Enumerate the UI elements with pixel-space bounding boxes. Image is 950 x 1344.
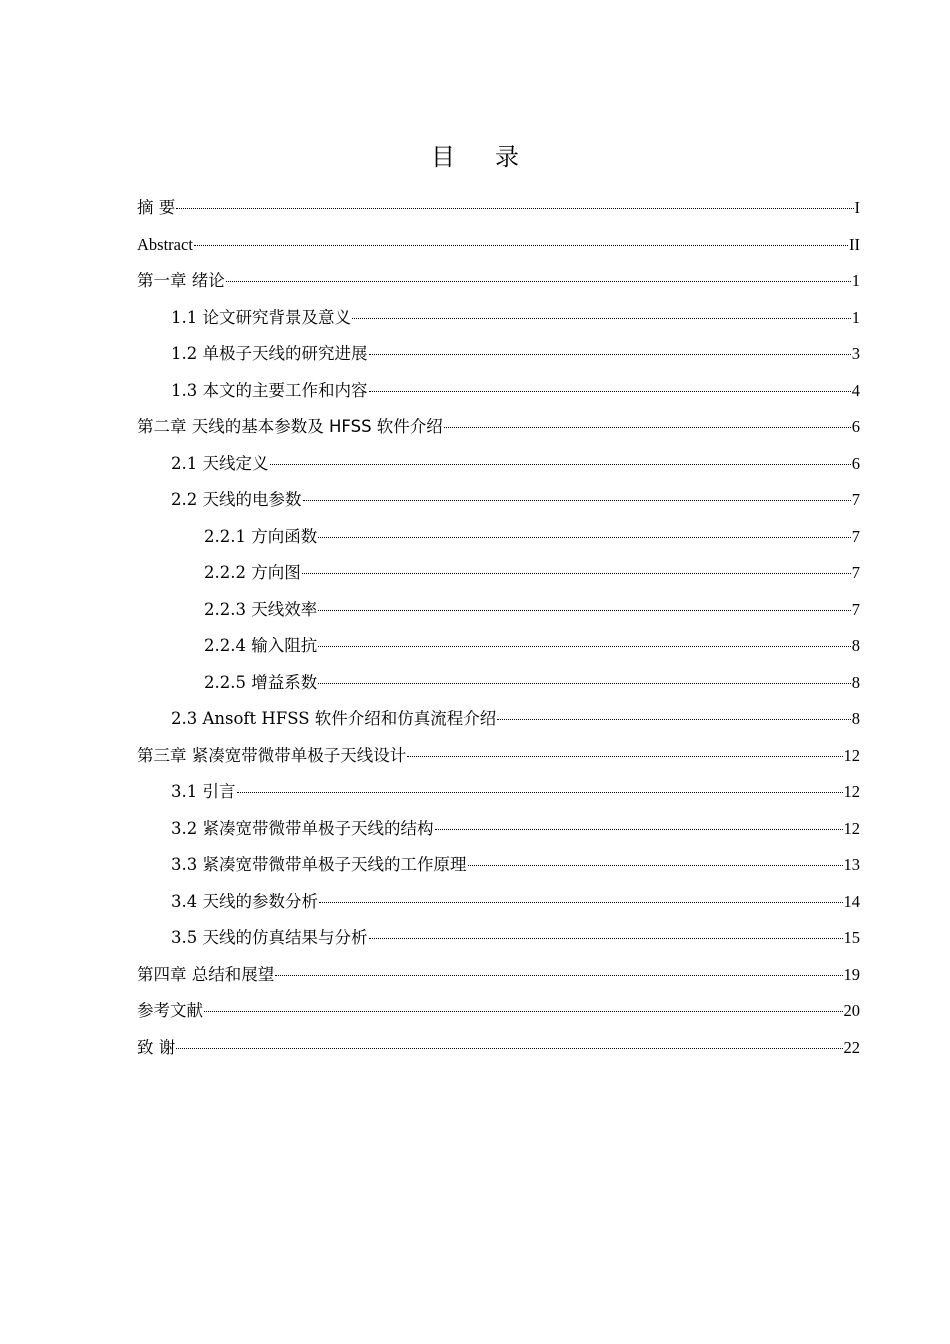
toc-dot-leader bbox=[369, 937, 843, 939]
toc-entry[interactable] bbox=[137, 814, 860, 851]
toc-dot-leader bbox=[275, 974, 842, 976]
toc-entry[interactable] bbox=[137, 376, 860, 413]
toc-entry[interactable] bbox=[137, 850, 860, 887]
toc-entry[interactable] bbox=[137, 741, 860, 778]
toc-entry-text: 第二章 天线的基本参数及 HFSS 软件介绍 bbox=[137, 417, 443, 436]
toc-entry-text: 3.4 天线的参数分析 bbox=[171, 891, 318, 911]
toc-page-number: 4 bbox=[851, 380, 860, 400]
toc-page-number: 14 bbox=[843, 891, 860, 911]
toc-page-number: 13 bbox=[843, 855, 860, 874]
toc-dot-leader bbox=[369, 353, 851, 355]
toc-page-number: 8 bbox=[851, 672, 860, 692]
toc-entry-text: 2.2.5 增益系数 bbox=[204, 672, 318, 692]
toc-entry[interactable] bbox=[137, 412, 860, 449]
toc-page-number: II bbox=[849, 234, 860, 254]
toc-dot-leader bbox=[318, 536, 851, 538]
page-title: 目录 bbox=[431, 143, 559, 171]
toc-entry-text: 3.2 紧凑宽带微带单极子天线的结构 bbox=[171, 818, 434, 838]
toc-dot-leader bbox=[303, 499, 851, 501]
toc-page-number: 22 bbox=[843, 1037, 860, 1057]
toc-dot-leader bbox=[194, 244, 848, 246]
toc-entry[interactable] bbox=[137, 887, 860, 924]
toc-dot-leader bbox=[237, 791, 843, 793]
toc-page-number: 15 bbox=[843, 928, 860, 947]
toc-page-number: 7 bbox=[851, 599, 860, 619]
toc-page-number: 8 bbox=[851, 636, 860, 655]
toc-page-number: 6 bbox=[851, 453, 860, 473]
toc-entry-text: 2.3 Ansoft HFSS 软件介绍和仿真流程介绍 bbox=[171, 709, 497, 728]
toc-dot-leader bbox=[468, 864, 843, 866]
toc-dot-leader bbox=[318, 609, 851, 611]
toc-dot-leader bbox=[318, 682, 851, 684]
toc-dot-leader bbox=[369, 390, 851, 392]
toc-entry-text: 3.5 天线的仿真结果与分析 bbox=[171, 928, 368, 947]
toc-entry-text: 致 谢 bbox=[137, 1037, 176, 1057]
toc-dot-leader bbox=[270, 463, 851, 465]
toc-dot-leader bbox=[319, 901, 843, 903]
toc-dot-leader bbox=[435, 828, 843, 830]
toc-page-number: 1 bbox=[851, 307, 860, 327]
toc-entry-text: 参考文献 bbox=[137, 1001, 203, 1020]
toc-entry[interactable] bbox=[137, 266, 860, 303]
toc-entry[interactable] bbox=[137, 558, 860, 595]
toc-entry[interactable] bbox=[137, 704, 860, 741]
toc-dot-leader bbox=[302, 572, 851, 574]
toc-entry-text: Abstract bbox=[137, 234, 193, 254]
toc-entry[interactable] bbox=[137, 303, 860, 340]
toc-page-number: 19 bbox=[843, 964, 860, 984]
toc-dot-leader bbox=[176, 1047, 842, 1049]
toc-page-number: 7 bbox=[851, 526, 860, 546]
toc-page-number: 12 bbox=[843, 745, 860, 765]
toc-entry-text: 摘 要 bbox=[137, 198, 176, 217]
toc-entry[interactable] bbox=[137, 1033, 860, 1070]
toc-page-number: I bbox=[854, 198, 860, 217]
toc-entry[interactable] bbox=[137, 485, 860, 522]
toc-entry-text: 2.2.3 天线效率 bbox=[204, 599, 318, 619]
toc-entry[interactable] bbox=[137, 339, 860, 376]
toc-entry[interactable] bbox=[137, 522, 860, 559]
table-of-contents bbox=[137, 193, 860, 1069]
toc-page-number: 12 bbox=[843, 818, 860, 838]
toc-page-number: 7 bbox=[851, 563, 860, 582]
toc-entry-text: 1.2 单极子天线的研究进展 bbox=[171, 344, 368, 363]
toc-entry-text: 2.2.4 输入阻抗 bbox=[204, 636, 318, 655]
toc-entry[interactable] bbox=[137, 230, 860, 267]
toc-entry-text: 2.1 天线定义 bbox=[171, 453, 269, 473]
toc-dot-leader bbox=[226, 280, 851, 282]
toc-dot-leader bbox=[407, 755, 842, 757]
toc-entry-text: 1.1 论文研究背景及意义 bbox=[171, 307, 351, 327]
toc-entry[interactable] bbox=[137, 595, 860, 632]
toc-page-number: 7 bbox=[851, 490, 860, 509]
toc-page-number: 3 bbox=[851, 344, 860, 363]
toc-entry-text: 1.3 本文的主要工作和内容 bbox=[171, 380, 368, 400]
toc-page-number: 8 bbox=[851, 709, 860, 728]
toc-entry-text: 3.3 紧凑宽带微带单极子天线的工作原理 bbox=[171, 855, 467, 874]
toc-entry[interactable] bbox=[137, 449, 860, 486]
toc-entry[interactable] bbox=[137, 668, 860, 705]
toc-dot-leader bbox=[352, 317, 851, 319]
toc-entry[interactable] bbox=[137, 631, 860, 668]
toc-dot-leader bbox=[444, 426, 851, 428]
toc-entry-text: 2.2 天线的电参数 bbox=[171, 490, 302, 509]
toc-dot-leader bbox=[497, 718, 850, 720]
toc-entry[interactable] bbox=[137, 960, 860, 997]
toc-page-number: 1 bbox=[851, 271, 860, 290]
toc-entry-text: 第一章 绪论 bbox=[137, 271, 225, 290]
toc-entry[interactable] bbox=[137, 777, 860, 814]
toc-dot-leader bbox=[318, 645, 851, 647]
toc-page-number: 20 bbox=[843, 1001, 860, 1020]
toc-entry-text: 第三章 紧凑宽带微带单极子天线设计 bbox=[137, 745, 407, 765]
toc-dot-leader bbox=[176, 207, 853, 209]
toc-entry[interactable] bbox=[137, 923, 860, 960]
toc-dot-leader bbox=[204, 1010, 843, 1012]
toc-entry-text: 3.1 引言 bbox=[171, 782, 236, 801]
toc-entry-text: 2.2.1 方向函数 bbox=[204, 526, 318, 546]
toc-page-number: 12 bbox=[843, 782, 860, 801]
toc-page-number: 6 bbox=[851, 417, 860, 436]
toc-entry-text: 2.2.2 方向图 bbox=[204, 563, 301, 582]
toc-entry[interactable] bbox=[137, 193, 860, 230]
toc-entry[interactable] bbox=[137, 996, 860, 1033]
toc-entry-text: 第四章 总结和展望 bbox=[137, 964, 275, 984]
